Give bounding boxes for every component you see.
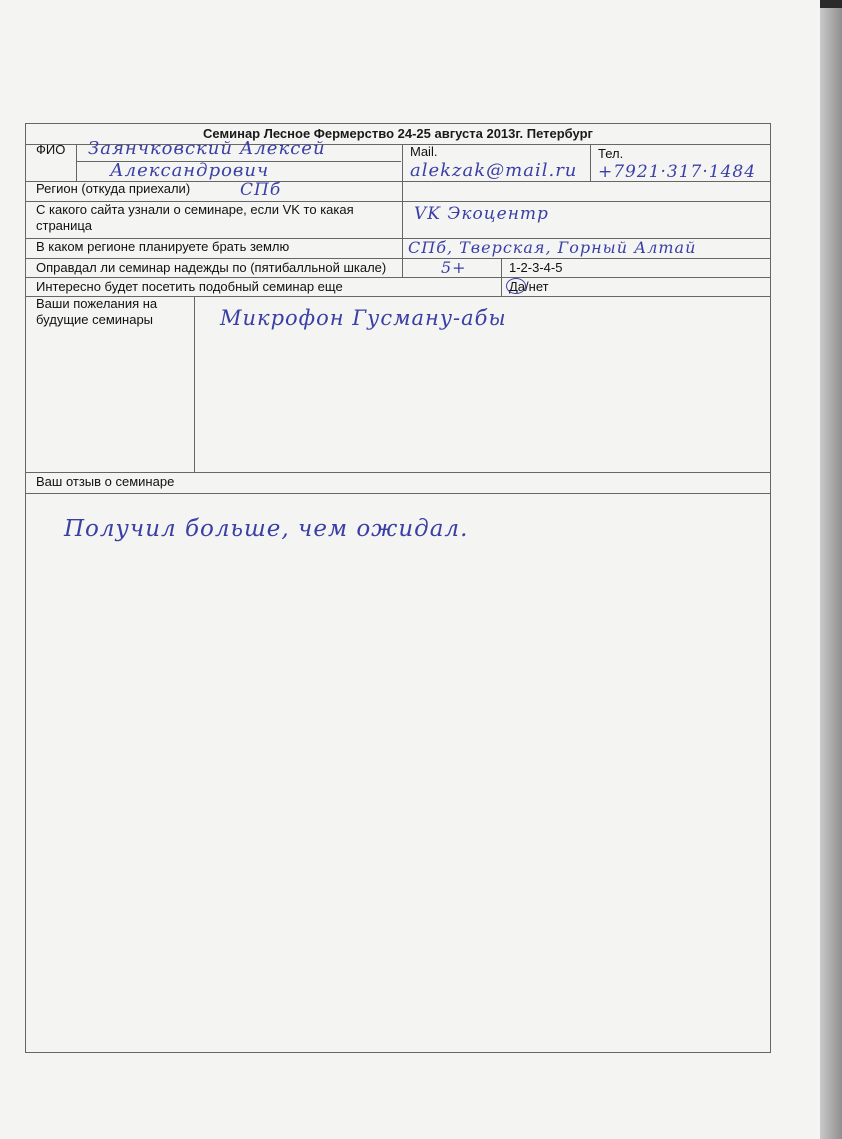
rule-review-head <box>26 493 771 494</box>
mail-answer: alekzak@mail.ru <box>410 160 578 181</box>
rating-answer: 5+ <box>441 258 467 277</box>
vrule-phone <box>590 144 591 181</box>
repeat-options: Да/нет <box>509 279 549 294</box>
rating-label: Оправдал ли семинар надежды по (пятибалльной шкале) <box>36 260 387 275</box>
seminar-feedback-form <box>25 123 771 1053</box>
phone-label: Тел. <box>598 146 624 161</box>
phone-answer: +7921·317·1484 <box>598 162 757 182</box>
wishes-label: Ваши пожелания на будущие семинары <box>36 296 158 327</box>
rule-wishes <box>26 472 771 473</box>
wishes-answer: Микрофон Гусману-абы <box>220 306 507 330</box>
page-corner <box>820 0 842 8</box>
form-title: Семинар Лесное Фермерство 24-25 августа 2013г. Петербург <box>203 126 593 141</box>
review-answer: Получил больше, чем ожидал. <box>64 516 469 542</box>
rule-rating <box>26 277 771 278</box>
site-answer: VK Экоцентр <box>414 204 549 224</box>
vrule-wishes <box>194 296 195 472</box>
yes-selection-circle <box>506 278 526 294</box>
repeat-label: Интересно будет посетить подобный семинар еще <box>36 279 343 294</box>
region-answer: СПб <box>240 180 282 200</box>
site-label: С какого сайта узнали о семинаре, если VK то какая страница <box>36 202 354 233</box>
rating-scale: 1-2-3-4-5 <box>509 260 563 275</box>
vrule-answers <box>402 201 403 277</box>
land-answer: СПб, Тверская, Горный Алтай <box>408 238 697 257</box>
rule-land <box>26 258 771 259</box>
land-label: В каком регионе планируете брать землю <box>36 239 290 254</box>
mail-label: Mail. <box>410 144 438 159</box>
region-label: Регион (откуда приехали) <box>36 181 191 196</box>
vrule-mail <box>402 144 403 201</box>
fio-label: ФИО <box>36 142 66 157</box>
vrule-fio <box>76 144 77 181</box>
fio-line1-answer: Заянчковский Алексей <box>88 138 326 159</box>
fio-line2-answer: Александрович <box>110 160 270 181</box>
review-label: Ваш отзыв о семинаре <box>36 474 175 489</box>
page-edge-shadow <box>820 0 842 1139</box>
vrule-scale <box>501 258 502 296</box>
